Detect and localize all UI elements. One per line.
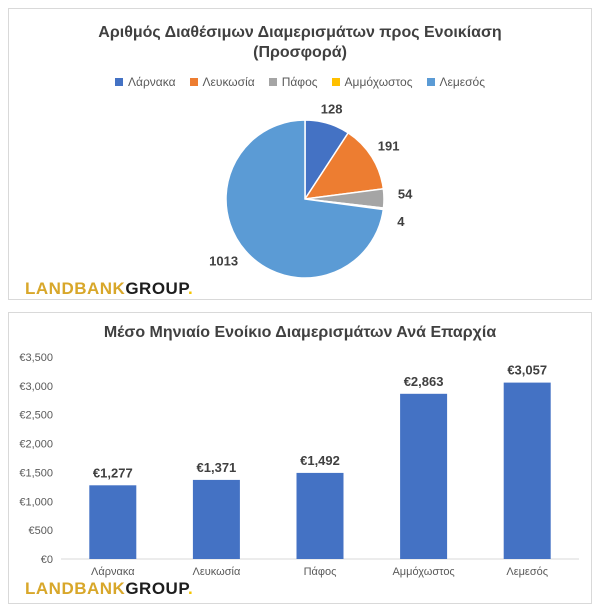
landbank-group-logo: [25, 579, 193, 599]
legend-label: Λάρνακα: [128, 75, 176, 89]
pie-data-label-4: 4: [397, 213, 405, 229]
bar-1: [89, 485, 136, 559]
y-tick-label: €2,500: [19, 409, 53, 422]
logo-text-group: GROUP: [125, 579, 188, 598]
bar-chart-title: Μέσο Μηνιαίο Ενοίκιο Διαμερισμάτων Ανά Επαρχία: [103, 324, 497, 341]
x-category-label-2: Λευκωσία: [192, 566, 241, 578]
logo-text-landbank: LANDBANK: [25, 579, 126, 598]
x-category-label-4: Αμμόχωστος: [392, 566, 455, 578]
bar-data-label-5: €3,057: [507, 362, 548, 378]
bar-data-label-2: €1,371: [196, 459, 237, 475]
pie-data-label-2: 191: [377, 138, 400, 154]
legend-label: Αμμόχωστος: [344, 75, 413, 89]
x-category-label-3: Πάφος: [303, 566, 337, 578]
bar-4: [400, 394, 447, 559]
bar-data-label-4: €2,863: [403, 373, 444, 389]
logo-dot: .: [187, 279, 194, 298]
logo-text-group: GROUP: [125, 279, 188, 298]
legend-label: Πάφος: [281, 75, 318, 89]
y-tick-label: €500: [28, 525, 53, 538]
landbank-group-logo: [25, 279, 193, 299]
pie-data-label-3: 54: [397, 186, 413, 202]
legend-label: Λευκωσία: [202, 75, 255, 89]
bar-3: [297, 473, 344, 559]
pie-chart-title-line2: (Προσφορά): [253, 44, 347, 61]
logo-dot: .: [187, 579, 194, 598]
bar-5: [504, 383, 551, 559]
y-tick-label: €0: [40, 554, 53, 566]
x-category-label-5: Λεμεσός: [506, 566, 549, 578]
legend-label: Λεμεσός: [439, 75, 485, 89]
y-tick-label: €1,000: [19, 496, 53, 509]
pie-data-label-5: 1013: [209, 253, 239, 269]
y-tick-label: €1,500: [19, 467, 53, 480]
bar-2: [193, 480, 240, 559]
x-category-label-1: Λάρνακα: [91, 566, 135, 578]
y-tick-label: €2,000: [19, 438, 53, 451]
y-tick-label: €3,000: [19, 380, 53, 393]
pie-data-label-1: 128: [320, 101, 343, 117]
bar-chart: [9, 313, 593, 605]
pie-chart-panel: [8, 8, 592, 300]
logo-text-landbank: LANDBANK: [25, 279, 126, 298]
pie-chart-title-line1: Αριθμός Διαθέσιμων Διαμερισμάτων προς Ενοικίαση: [98, 24, 502, 41]
bar-data-label-3: €1,492: [300, 452, 340, 468]
pie-chart: [9, 9, 593, 301]
bar-chart-panel: [8, 312, 592, 604]
bar-data-label-1: €1,277: [92, 465, 133, 481]
y-tick-label: €3,500: [19, 352, 53, 364]
